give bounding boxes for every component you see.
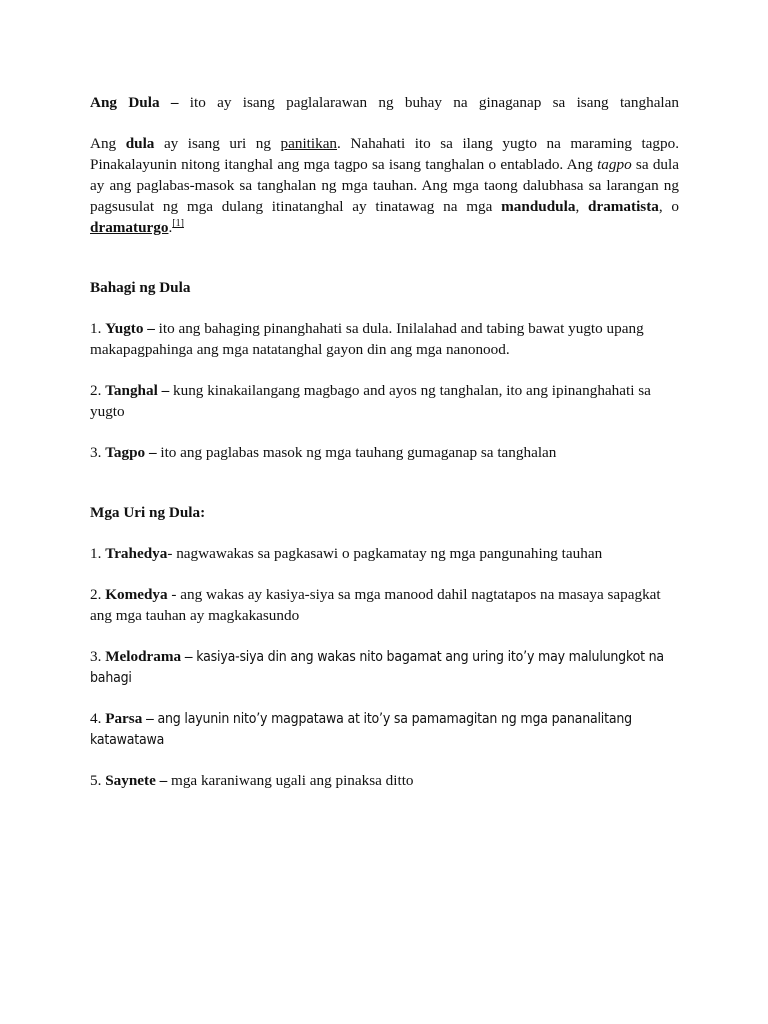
list-item-line <box>90 646 679 667</box>
intro-text: pagsusulat ng mga dulang itinatanghal ay tinatawag na mga <box>90 198 502 215</box>
intro-line-2 <box>90 154 679 175</box>
doc-title-dash: – <box>159 94 190 111</box>
intro-line-4 <box>90 196 679 217</box>
item-number: 3. <box>90 648 106 665</box>
list-item <box>90 770 679 791</box>
list-item <box>90 543 679 564</box>
list-item-line <box>90 729 679 750</box>
list-item-line <box>90 770 679 791</box>
item-text: ang mga tauhan ay magkakasundo <box>90 607 300 624</box>
doc-title-text: ito ay isang paglalarawan ng buhay na ginaganap sa isang tanghalan <box>189 94 679 111</box>
item-text: ito ang bahaging pinanghahati sa dula. Inilalahad and tabing bawat yugto upang <box>154 320 644 337</box>
list-item-line <box>90 442 679 463</box>
intro-term-dula: dula <box>125 135 155 152</box>
intro-text: . <box>168 219 173 236</box>
section-heading-text: Bahagi ng Dula <box>90 279 191 296</box>
intro-text: ay ang paglabas-masok sa tanghalan ng mga tauhan. Ang mga taong dalubhasa sa larangan ng <box>90 177 679 194</box>
list-item-line <box>90 543 679 564</box>
doc-title-term: Ang Dula <box>90 94 160 111</box>
intro-text: ay isang uri ng <box>154 135 281 152</box>
item-text: kasiya-siya din ang wakas nito bagamat ang uring ito’y may malulungkot na <box>192 649 664 665</box>
intro-line-3 <box>90 175 679 196</box>
item-number: 1. <box>90 320 106 337</box>
intro-term-dramatista: dramatista <box>588 198 659 215</box>
intro-text: Pinakalayunin nitong itanghal ang mga tagpo sa isang tanghalan o entablado. Ang <box>90 156 598 173</box>
section-heading-text: Mga Uri ng Dula: <box>90 504 206 521</box>
intro-term-mandudula: mandudula <box>501 198 576 215</box>
item-number: 2. <box>90 382 106 399</box>
item-text: kung kinakailangang magbago and ayos ng tanghalan, ito ang ipinanghahati sa <box>169 382 651 399</box>
intro-term-tagpo: tagpo <box>597 156 632 173</box>
list-item-line <box>90 339 679 360</box>
item-text: - ang wakas ay kasiya-siya sa mga manood dahil nagtatapos na masaya sapagkat <box>167 586 661 603</box>
item-text: makapagpahinga ang mga natatanghal gayon din ang mga nanonood. <box>90 341 510 358</box>
intro-text: sa dula <box>631 156 679 173</box>
item-number: 5. <box>90 772 106 789</box>
list-item <box>90 442 679 463</box>
item-text: bahagi <box>90 670 132 686</box>
list-item-line <box>90 708 679 729</box>
item-number: 3. <box>90 444 106 461</box>
item-text: - nagwawakas sa pagkasawi o pagkamatay ng mga pangunahing tauhan <box>167 545 603 562</box>
item-term: Yugto – <box>105 320 155 337</box>
item-text: ito ang paglabas masok ng mga tauhang gumaganap sa tanghalan <box>156 444 557 461</box>
intro-text: , o <box>658 198 680 215</box>
section-heading-uri <box>90 502 679 523</box>
intro-text: . Nahahati ito sa ilang yugto na maraming tagpo. <box>337 135 679 152</box>
intro-term-dramaturgo[interactable]: dramaturgo <box>90 219 169 236</box>
intro-paragraph <box>90 133 679 238</box>
item-term: Melodrama – <box>105 648 193 665</box>
item-term: Parsa – <box>105 710 154 727</box>
item-term: Tagpo – <box>105 444 157 461</box>
document-page <box>90 92 679 791</box>
item-term: Komedya <box>105 586 168 603</box>
list-item <box>90 646 679 688</box>
panitikan-link[interactable]: panitikan <box>280 135 338 152</box>
item-number: 4. <box>90 710 106 727</box>
list-item <box>90 380 679 422</box>
item-term: Tanghal – <box>105 382 170 399</box>
intro-line-1 <box>90 133 679 154</box>
item-text: katawatawa <box>90 732 165 748</box>
list-item-line <box>90 401 679 422</box>
doc-title-line <box>90 92 679 113</box>
list-item-line <box>90 318 679 339</box>
item-term: Saynete – <box>105 772 168 789</box>
list-item <box>90 708 679 750</box>
item-number: 1. <box>90 545 106 562</box>
list-item <box>90 318 679 360</box>
list-item-line <box>90 380 679 401</box>
item-text: yugto <box>90 403 125 420</box>
item-text: ang layunin nito’y magpatawa at ito’y sa pamamagitan ng mga pananalitang <box>153 711 632 727</box>
footnote-ref-link[interactable]: [1] <box>172 217 184 229</box>
item-term: Trahedya <box>105 545 168 562</box>
intro-text: Ang <box>90 135 126 152</box>
list-item-line <box>90 584 679 605</box>
intro-line-5 <box>90 217 679 238</box>
intro-text: , <box>575 198 588 215</box>
list-item-line <box>90 605 679 626</box>
item-text: mga karaniwang ugali ang pinaksa ditto <box>167 772 414 789</box>
list-item <box>90 584 679 626</box>
list-item-line <box>90 667 679 688</box>
item-number: 2. <box>90 586 106 603</box>
section-heading-bahagi <box>90 277 679 298</box>
